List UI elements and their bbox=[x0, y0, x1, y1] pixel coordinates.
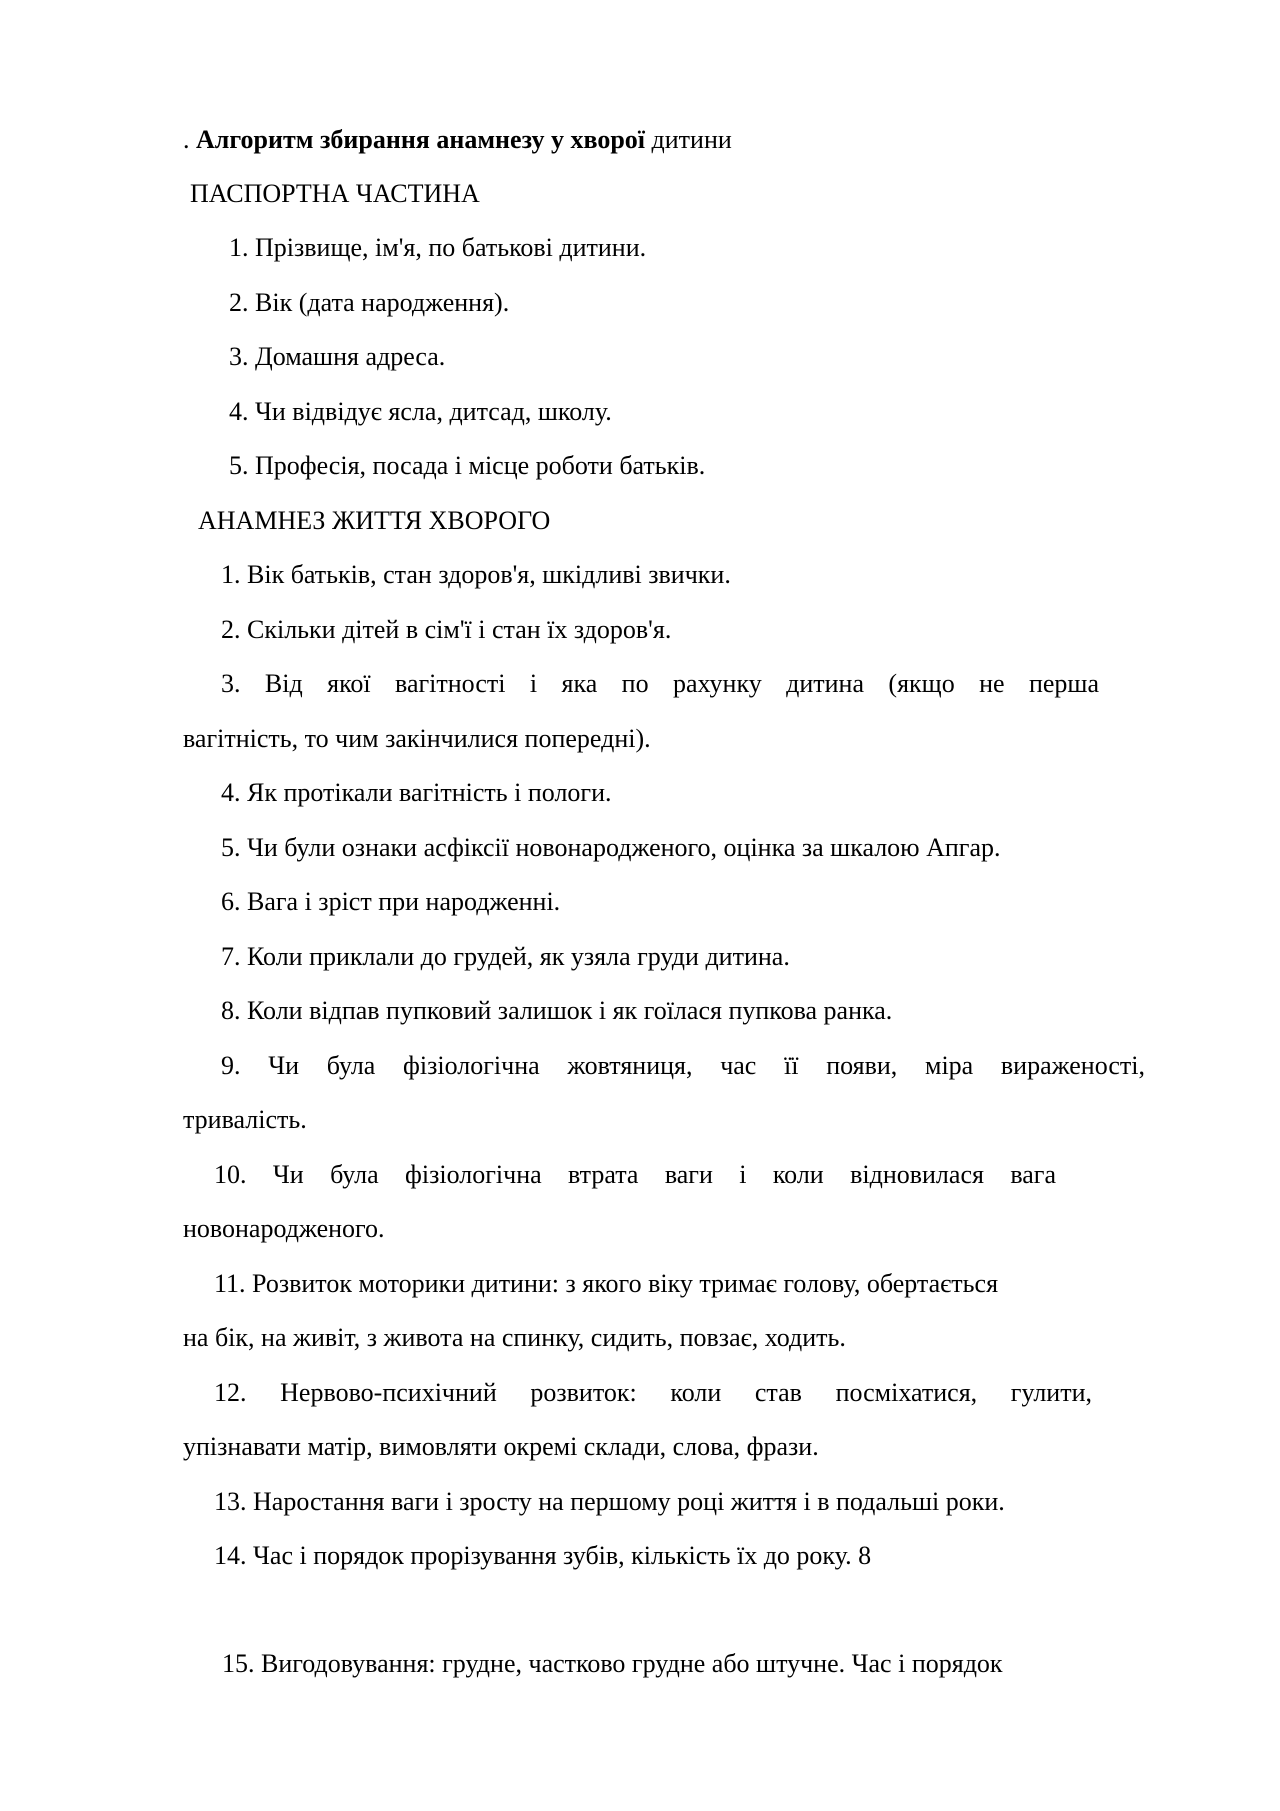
anamnesis-line: 3. Від якої вагітності і яка по рахунку дитина (якщо не перша bbox=[221, 669, 1099, 698]
section-heading-passport: ПАСПОРТНА ЧАСТИНА bbox=[190, 179, 480, 208]
anamnesis-line: 7. Коли приклали до грудей, як узяла груди дитина. bbox=[221, 942, 790, 971]
anamnesis-line: 11. Розвиток моторики дитини: з якого віку тримає голову, обертається bbox=[214, 1269, 999, 1298]
section-heading-anamnesis: АНАМНЕЗ ЖИТТЯ ХВОРОГО bbox=[198, 506, 551, 535]
anamnesis-line: 8. Коли відпав пупковий залишок і як гоїлася пупкова ранка. bbox=[221, 996, 893, 1025]
title-rest: дитини bbox=[651, 125, 732, 154]
anamnesis-line: новонародженого. bbox=[183, 1214, 385, 1243]
anamnesis-line: 6. Вага і зріст при народженні. bbox=[221, 887, 561, 916]
anamnesis-line: вагітність, то чим закінчилися попередні). bbox=[183, 724, 651, 753]
title-bold: Алгоритм збирання анамнезу у хворої bbox=[196, 125, 646, 154]
anamnesis-line: 1. Вік батьків, стан здоров'я, шкідливі звички. bbox=[221, 560, 731, 589]
anamnesis-line: 5. Чи були ознаки асфіксії новонародженого, оцінка за шкалою Апгар. bbox=[221, 833, 1001, 862]
anamnesis-line: упізнавати матір, вимовляти окремі склади, слова, фрази. bbox=[183, 1432, 819, 1461]
passport-item: 2. Вік (дата народження). bbox=[229, 288, 510, 317]
passport-item: 1. Прізвище, ім'я, по батькові дитини. bbox=[229, 233, 647, 262]
anamnesis-line: 2. Скільки дітей в сім'ї і стан їх здоров'я. bbox=[221, 615, 672, 644]
anamnesis-line: 13. Наростання ваги і зросту на першому році життя і в подальші роки. bbox=[214, 1487, 1005, 1516]
anamnesis-line: 14. Час і порядок прорізування зубів, кількість їх до року. 8 bbox=[214, 1541, 872, 1570]
anamnesis-line: тривалість. bbox=[183, 1105, 307, 1134]
anamnesis-line: 10. Чи була фізіологічна втрата ваги і коли відновилася вага bbox=[214, 1160, 1056, 1189]
passport-item: 5. Професія, посада і місце роботи батьків. bbox=[229, 451, 706, 480]
passport-item: 4. Чи відвідує ясла, дитсад, школу. bbox=[229, 397, 612, 426]
document-title bbox=[183, 124, 732, 156]
passport-item: 3. Домашня адреса. bbox=[229, 342, 446, 371]
anamnesis-line: 12. Нервово-психічний розвиток: коли став посміхатися, гулити, bbox=[214, 1378, 1092, 1407]
anamnesis-line: 4. Як протікали вагітність і пологи. bbox=[221, 778, 612, 807]
anamnesis-line: 9. Чи була фізіологічна жовтяниця, час її появи, міра вираженості, bbox=[221, 1051, 1145, 1080]
anamnesis-line: 15. Вигодовування: грудне, частково грудне або штучне. Час і порядок bbox=[222, 1649, 1003, 1678]
title-prefix: . bbox=[183, 125, 190, 154]
anamnesis-line: на бік, на живіт, з живота на спинку, сидить, повзає, ходить. bbox=[183, 1323, 846, 1352]
